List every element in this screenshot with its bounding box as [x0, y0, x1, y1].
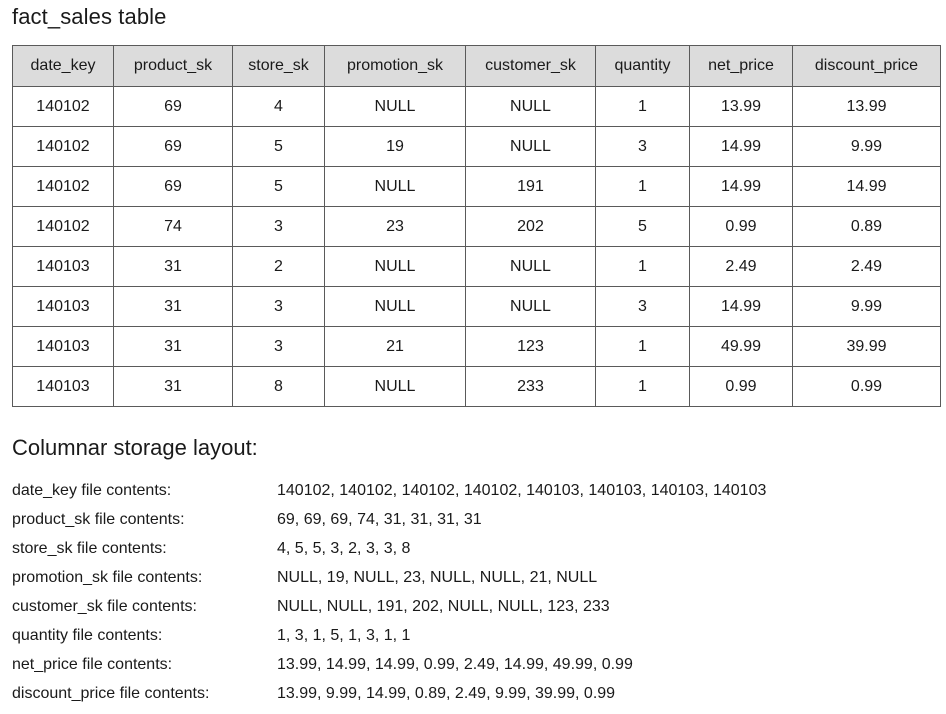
table-cell: 31: [114, 367, 233, 407]
table-cell: 2.49: [690, 247, 793, 287]
file-label: quantity file contents:: [12, 627, 163, 644]
table-cell: NULL: [325, 167, 466, 207]
table-cell: 140103: [13, 287, 114, 327]
column-header-store-sk: store_sk: [233, 46, 325, 87]
table-cell: 140103: [13, 247, 114, 287]
table-cell: 2: [233, 247, 325, 287]
table-cell: 140103: [13, 367, 114, 407]
table-cell: 3: [233, 287, 325, 327]
table-row: [13, 167, 941, 207]
column-header-date-key: date_key: [13, 46, 114, 87]
table-row: [13, 287, 941, 327]
list-item: [12, 534, 766, 563]
table-cell: 191: [466, 167, 596, 207]
table-cell: 3: [596, 127, 690, 167]
table-cell: 1: [596, 247, 690, 287]
file-contents: 13.99, 14.99, 14.99, 0.99, 2.49, 14.99, 49.99, 0.99: [277, 656, 633, 673]
table-cell: 140103: [13, 327, 114, 367]
column-header-quantity: quantity: [596, 46, 690, 87]
file-contents: 69, 69, 69, 74, 31, 31, 31, 31: [277, 511, 482, 528]
list-item: [12, 563, 766, 592]
table-cell: 1: [596, 87, 690, 127]
table-cell: 14.99: [690, 287, 793, 327]
table-cell: 39.99: [793, 327, 941, 367]
table-cell: 5: [233, 167, 325, 207]
file-label: net_price file contents:: [12, 656, 173, 673]
list-item: [12, 505, 766, 534]
list-item: [12, 476, 766, 505]
table-cell: 3: [233, 207, 325, 247]
columnar-layout-list: [12, 476, 766, 708]
file-contents: 13.99, 9.99, 14.99, 0.89, 2.49, 9.99, 39.99, 0.99: [277, 685, 616, 702]
table-cell: 21: [325, 327, 466, 367]
table-row: [13, 367, 941, 407]
file-label: date_key file contents:: [12, 482, 172, 499]
table-cell: 8: [233, 367, 325, 407]
table-cell: NULL: [325, 247, 466, 287]
file-label: product_sk file contents:: [12, 511, 185, 528]
table-cell: 1: [596, 167, 690, 207]
file-label: store_sk file contents:: [12, 540, 167, 557]
table-cell: 23: [325, 207, 466, 247]
table-cell: NULL: [325, 367, 466, 407]
file-contents: 140102, 140102, 140102, 140102, 140103, 140103, 140103, 140103: [277, 482, 767, 499]
file-label: promotion_sk file contents:: [12, 569, 203, 586]
list-item: [12, 592, 766, 621]
table-cell: NULL: [325, 87, 466, 127]
table-cell: 14.99: [690, 127, 793, 167]
table-cell: NULL: [466, 87, 596, 127]
table-cell: 4: [233, 87, 325, 127]
table-cell: 69: [114, 87, 233, 127]
table-cell: 123: [466, 327, 596, 367]
table-cell: NULL: [466, 247, 596, 287]
column-header-discount-price: discount_price: [793, 46, 941, 87]
table-cell: 233: [466, 367, 596, 407]
table-cell: 69: [114, 167, 233, 207]
table-cell: 14.99: [690, 167, 793, 207]
table-cell: 69: [114, 127, 233, 167]
table-cell: NULL: [466, 287, 596, 327]
table-title: fact_sales table: [12, 4, 167, 29]
table-cell: 0.99: [690, 367, 793, 407]
table-cell: 14.99: [793, 167, 941, 207]
fact-sales-table: [12, 45, 941, 407]
list-item: [12, 650, 766, 679]
file-contents: 1, 3, 1, 5, 1, 3, 1, 1: [277, 627, 411, 644]
table-cell: 31: [114, 247, 233, 287]
table-cell: 9.99: [793, 127, 941, 167]
list-item: [12, 679, 766, 708]
column-header-promotion-sk: promotion_sk: [325, 46, 466, 87]
table-row: [13, 327, 941, 367]
table-cell: 0.99: [793, 367, 941, 407]
table-row: [13, 247, 941, 287]
table-cell: 1: [596, 367, 690, 407]
table-cell: 13.99: [690, 87, 793, 127]
table-cell: 202: [466, 207, 596, 247]
table-cell: 140102: [13, 87, 114, 127]
table-row: [13, 87, 941, 127]
table-cell: 1: [596, 327, 690, 367]
table-cell: 0.89: [793, 207, 941, 247]
table-cell: 31: [114, 327, 233, 367]
table-cell: 3: [233, 327, 325, 367]
table-cell: NULL: [466, 127, 596, 167]
file-contents: 4, 5, 5, 3, 2, 3, 3, 8: [277, 540, 411, 557]
table-cell: 140102: [13, 207, 114, 247]
file-contents: NULL, NULL, 191, 202, NULL, NULL, 123, 233: [277, 598, 610, 615]
table-cell: 9.99: [793, 287, 941, 327]
file-label: customer_sk file contents:: [12, 598, 197, 615]
table-cell: 3: [596, 287, 690, 327]
table-cell: 5: [233, 127, 325, 167]
table-cell: NULL: [325, 287, 466, 327]
column-header-customer-sk: customer_sk: [466, 46, 596, 87]
table-cell: 2.49: [793, 247, 941, 287]
file-contents: NULL, 19, NULL, 23, NULL, NULL, 21, NULL: [277, 569, 598, 586]
table-cell: 13.99: [793, 87, 941, 127]
table-row: [13, 127, 941, 167]
table-cell: 0.99: [690, 207, 793, 247]
columnar-section-title: Columnar storage layout:: [12, 435, 258, 460]
table-cell: 5: [596, 207, 690, 247]
list-item: [12, 621, 766, 650]
table-header-row: [13, 46, 941, 87]
file-label: discount_price file contents:: [12, 685, 210, 702]
table-cell: 49.99: [690, 327, 793, 367]
column-header-product-sk: product_sk: [114, 46, 233, 87]
column-header-net-price: net_price: [690, 46, 793, 87]
table-cell: 140102: [13, 127, 114, 167]
table-row: [13, 207, 941, 247]
table-cell: 74: [114, 207, 233, 247]
table-cell: 140102: [13, 167, 114, 207]
table-cell: 19: [325, 127, 466, 167]
table-cell: 31: [114, 287, 233, 327]
